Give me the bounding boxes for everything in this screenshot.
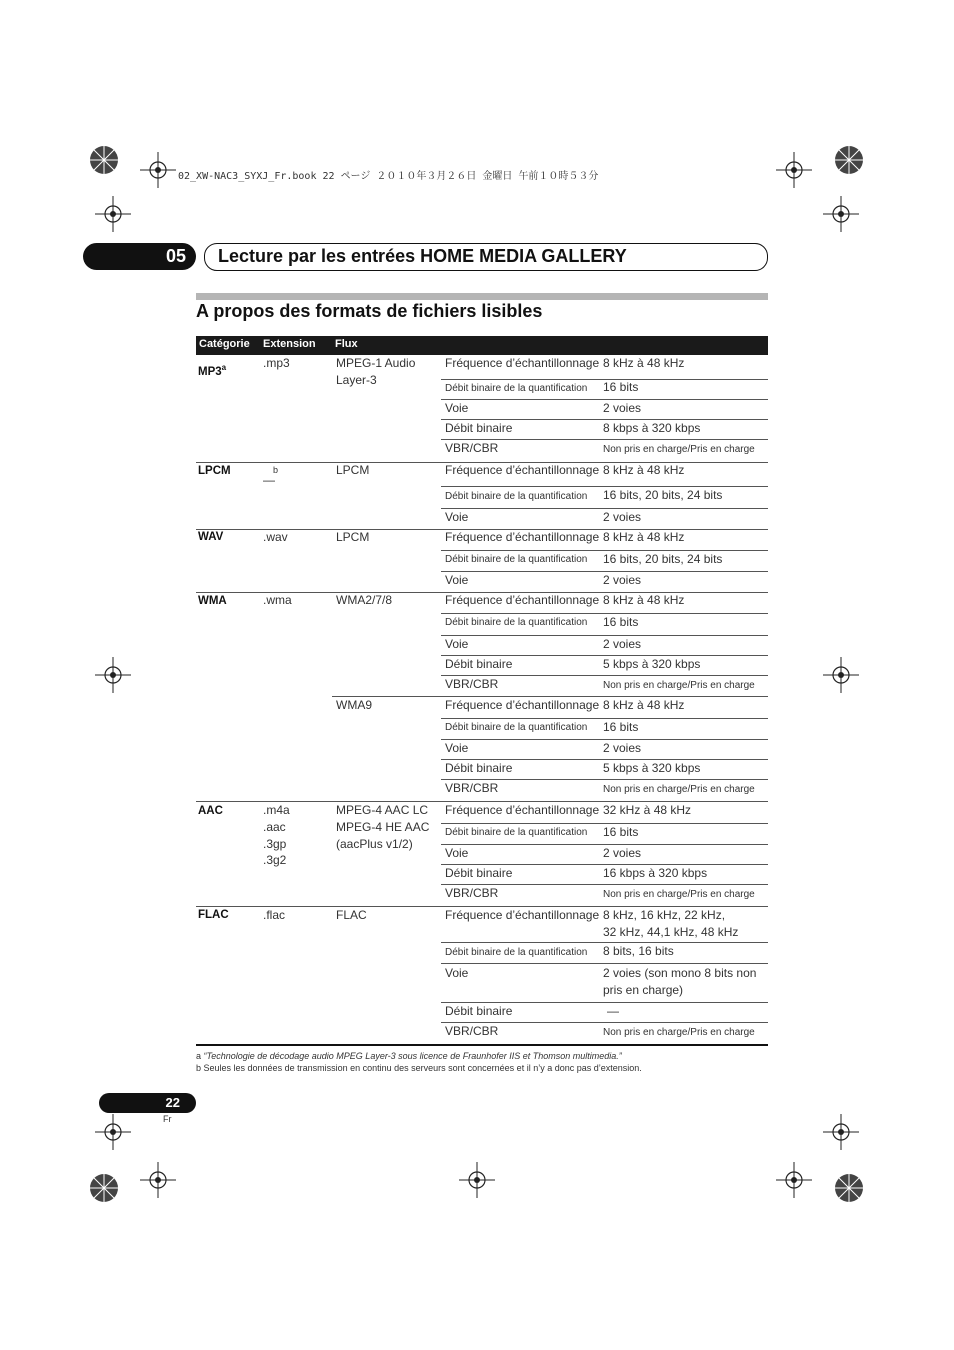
- prop-label: Fréquence d’échantillonnage: [445, 356, 600, 370]
- page-language: Fr: [163, 1114, 172, 1124]
- prop-value: Non pris en charge/Pris en charge: [603, 680, 755, 691]
- prop-value: 16 bits, 20 bits, 24 bits: [603, 552, 723, 566]
- crosshair-icon: [823, 196, 859, 232]
- ext-mp3: .mp3: [263, 356, 290, 370]
- prop-value: 32 kHz, 44,1 kHz, 48 kHz: [603, 925, 739, 939]
- section-title: A propos des formats de fichiers lisibles: [196, 301, 543, 321]
- prop-value: Non pris en charge/Pris en charge: [603, 784, 755, 795]
- crosshair-icon: [95, 196, 131, 232]
- crosshair-icon: [823, 657, 859, 693]
- prop-label: Débit binaire: [445, 421, 513, 435]
- ext-aac-2: .aac: [263, 820, 286, 834]
- prop-value: pris en charge): [603, 983, 684, 997]
- crosshair-icon: [95, 1114, 131, 1150]
- registration-target-icon: [828, 1168, 868, 1208]
- prop-label: Fréquence d’échantillonnage: [445, 803, 600, 817]
- registration-target-icon: [828, 141, 868, 181]
- prop-label: Débit binaire de la quantification: [445, 722, 588, 733]
- prop-value: 8 bits, 16 bits: [603, 944, 674, 958]
- flux-mp3-1: MPEG-1 Audio: [336, 356, 416, 370]
- crosshair-icon: [459, 1162, 495, 1198]
- prop-label: Fréquence d’échantillonnage: [445, 463, 600, 477]
- crosshair-icon: [823, 1114, 859, 1150]
- flux-flac: FLAC: [336, 908, 367, 922]
- prop-label: VBR/CBR: [445, 677, 499, 691]
- prop-label: Débit binaire: [445, 761, 513, 775]
- prop-value: 2 voies: [603, 741, 642, 755]
- flux-wav: LPCM: [336, 530, 370, 544]
- ext-aac-3: .3gp: [263, 837, 287, 851]
- flux-wma-2: WMA9: [336, 698, 372, 712]
- prop-value: Non pris en charge/Pris en charge: [603, 444, 755, 455]
- prop-label: Fréquence d’échantillonnage: [445, 593, 600, 607]
- crosshair-icon: [776, 152, 812, 188]
- prop-value: 2 voies: [603, 510, 642, 524]
- category-aac: AAC: [198, 805, 223, 817]
- prop-label: Fréquence d’échantillonnage: [445, 908, 600, 922]
- prop-label: Débit binaire de la quantification: [445, 617, 588, 628]
- table-header: [196, 336, 768, 355]
- registration-target-icon: [86, 141, 126, 181]
- prop-label: Voie: [445, 846, 469, 860]
- prop-value: —: [607, 1004, 619, 1018]
- flux-aac-2: MPEG-4 HE AAC: [336, 820, 430, 834]
- category-lpcm: LPCM: [198, 465, 231, 477]
- prop-value: 2 voies: [603, 573, 642, 587]
- prop-value: 32 kHz à 48 kHz: [603, 803, 692, 817]
- prop-value: 5 kbps à 320 kbps: [603, 761, 701, 775]
- flux-aac-3: (aacPlus v1/2): [336, 837, 413, 851]
- print-header: 02_XW-NAC3_SYXJ_Fr.book 22 ページ ２０１０年３月２６日 金曜日 午前１０時５３分: [178, 171, 599, 182]
- prop-value: 16 bits, 20 bits, 24 bits: [603, 488, 723, 502]
- page-number-badge: [99, 1093, 196, 1113]
- header-category: Catégorie: [199, 338, 250, 350]
- prop-label: VBR/CBR: [445, 441, 499, 455]
- prop-value: 16 bits: [603, 825, 639, 839]
- category-flac: FLAC: [198, 909, 229, 921]
- crosshair-icon: [140, 152, 176, 188]
- prop-value: 16 bits: [603, 720, 639, 734]
- chapter-number-badge: [83, 243, 196, 270]
- ext-lpcm: —: [263, 473, 275, 487]
- prop-label: Débit binaire de la quantification: [445, 383, 588, 394]
- ext-flac: .flac: [263, 908, 286, 922]
- chapter-number: 05: [165, 246, 186, 266]
- prop-value: 8 kHz à 48 kHz: [603, 463, 685, 477]
- prop-label: Débit binaire: [445, 657, 513, 671]
- header-extension: Extension: [263, 338, 316, 350]
- prop-value: 2 voies (son mono 8 bits non: [603, 966, 757, 980]
- prop-value: 2 voies: [603, 401, 642, 415]
- flux-lpcm: LPCM: [336, 463, 370, 477]
- prop-label: Débit binaire de la quantification: [445, 827, 588, 838]
- prop-value: Non pris en charge/Pris en charge: [603, 1027, 755, 1038]
- registration-target-icon: [86, 1168, 126, 1208]
- crosshair-icon: [140, 1162, 176, 1198]
- header-flux: Flux: [335, 338, 358, 350]
- ext-aac-4: .3g2: [263, 853, 287, 867]
- footnote-a: a “Technologie de décodage audio MPEG Layer-3 sous licence de Fraunhofer IIS et Thomson multimedia.”: [196, 1051, 622, 1061]
- prop-label: Débit binaire de la quantification: [445, 947, 588, 958]
- footnote-b: b Seules les données de transmission en continu des serveurs sont concernées et il n’y a donc pas d’extension.: [196, 1063, 642, 1073]
- prop-label: Fréquence d’échantillonnage: [445, 530, 600, 544]
- prop-value: 2 voies: [603, 637, 642, 651]
- prop-label: Débit binaire de la quantification: [445, 554, 588, 565]
- ext-aac-1: .m4a: [263, 803, 290, 817]
- ext-wma: .wma: [263, 593, 292, 607]
- prop-label: Voie: [445, 573, 469, 587]
- crosshair-icon: [776, 1162, 812, 1198]
- prop-label: Débit binaire: [445, 1004, 513, 1018]
- prop-value: 8 kHz à 48 kHz: [603, 698, 685, 712]
- ext-lpcm-sup: b: [273, 465, 279, 475]
- prop-label: Voie: [445, 401, 469, 415]
- flux-wma-1: WMA2/7/8: [336, 593, 393, 607]
- prop-value: 2 voies: [603, 846, 642, 860]
- prop-label: Fréquence d’échantillonnage: [445, 698, 600, 712]
- category-wav: WAV: [198, 531, 224, 543]
- prop-value: 8 kHz à 48 kHz: [603, 593, 685, 607]
- prop-value: 16 bits: [603, 615, 639, 629]
- prop-label: VBR/CBR: [445, 781, 499, 795]
- prop-value: 16 kbps à 320 kbps: [603, 866, 708, 880]
- section-rule: [196, 293, 768, 300]
- prop-label: Débit binaire de la quantification: [445, 491, 588, 502]
- prop-value: Non pris en charge/Pris en charge: [603, 889, 755, 900]
- category-wma: WMA: [198, 595, 227, 607]
- prop-value: 16 bits: [603, 380, 639, 394]
- prop-label: Débit binaire: [445, 866, 513, 880]
- chapter-title: Lecture par les entrées HOME MEDIA GALLERY: [218, 246, 627, 266]
- prop-value: 8 kHz à 48 kHz: [603, 530, 685, 544]
- prop-label: Voie: [445, 741, 469, 755]
- prop-label: VBR/CBR: [445, 1024, 499, 1038]
- category-mp3: MP3$^a$: [198, 363, 227, 378]
- prop-label: Voie: [445, 637, 469, 651]
- prop-value: 8 kHz à 48 kHz: [603, 356, 685, 370]
- prop-value: 8 kHz, 16 kHz, 22 kHz,: [603, 908, 726, 922]
- prop-label: VBR/CBR: [445, 886, 499, 900]
- prop-label: Voie: [445, 966, 469, 980]
- flux-aac-1: MPEG-4 AAC LC: [336, 803, 429, 817]
- flux-mp3-2: Layer-3: [336, 373, 377, 387]
- crosshair-icon: [95, 657, 131, 693]
- prop-label: Voie: [445, 510, 469, 524]
- prop-value: 5 kbps à 320 kbps: [603, 657, 701, 671]
- ext-wav: .wav: [263, 530, 288, 544]
- page-number: 22: [165, 1095, 180, 1110]
- prop-value: 8 kbps à 320 kbps: [603, 421, 701, 435]
